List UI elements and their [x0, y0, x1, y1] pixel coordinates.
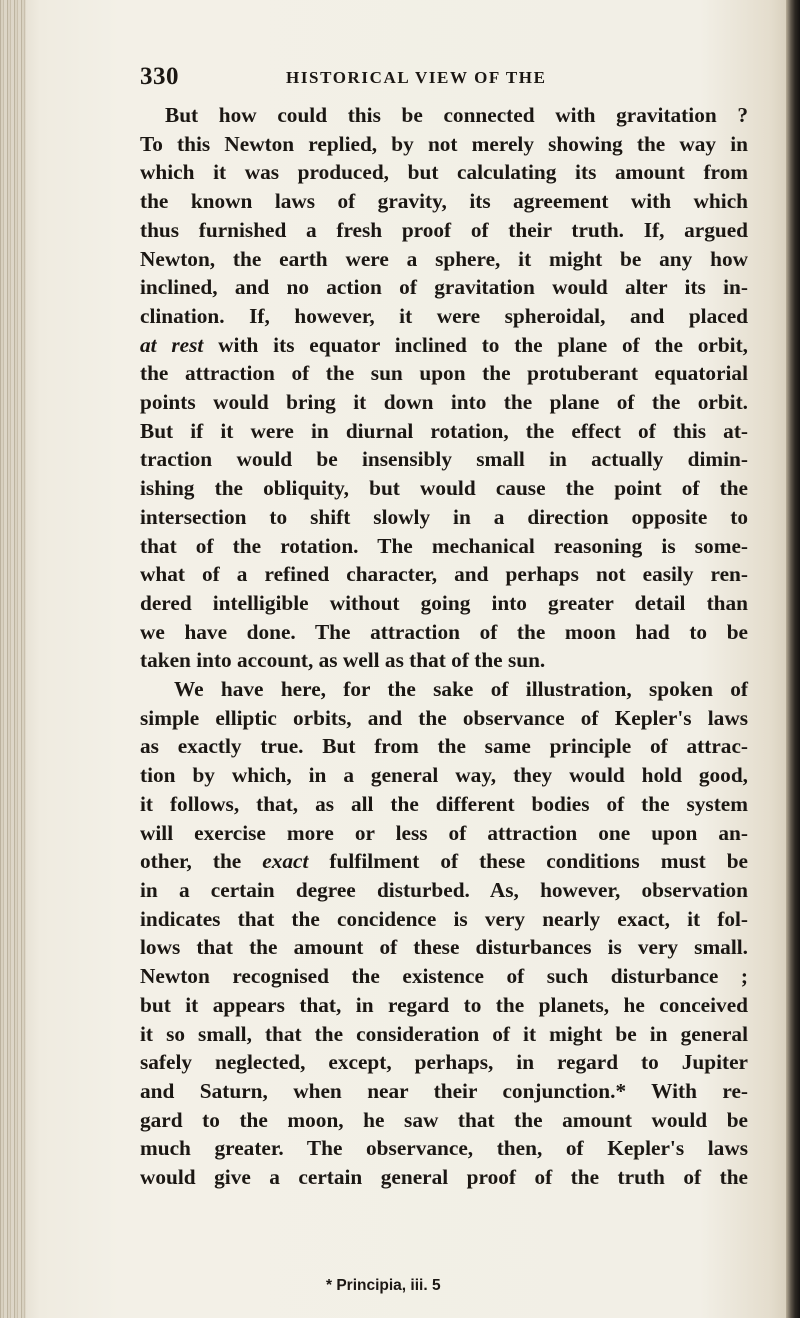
footnote: * Principia, iii. 5 — [326, 1277, 441, 1294]
text-line: taken into account, as well as that of the sun. — [140, 648, 546, 673]
text-line: lows that the amount of these disturbances is very small. — [140, 935, 748, 960]
text-line: but it appears that, in regard to the planets, he conceived — [140, 992, 748, 1017]
text-line: ishing the obliquity, but would cause the point of the — [140, 476, 748, 501]
book-gutter-edge — [0, 0, 26, 1318]
text-line: points would bring it down into the plane of the orbit. — [140, 390, 748, 415]
text-line: Newton, the earth were a sphere, it might be any how — [140, 246, 748, 271]
text-line: intersection to shift slowly in a direction opposite to — [140, 504, 748, 529]
text-line: in a certain degree disturbed. As, however, observation — [140, 877, 748, 902]
page-number: 330 — [140, 63, 179, 90]
text-line: We have here, for the sake of illustration, spoken of — [174, 677, 748, 702]
text-line: Newton recognised the existence of such disturbance ; — [140, 964, 748, 989]
text-line-rest: with its equator inclined to the plane of the orbit, — [218, 332, 748, 357]
text-line-start: other, the — [140, 849, 242, 874]
text-line: tion by which, in a general way, they would hold good, — [140, 763, 748, 788]
text-line: the known laws of gravity, its agreement with which — [140, 189, 748, 214]
text-line-rest: fulfilment of these conditions must be — [329, 849, 748, 874]
text-line: indicates that the concidence is very nearly exact, it fol- — [140, 906, 748, 931]
running-head: HISTORICAL VIEW OF THE — [286, 68, 547, 87]
text-line: as exactly true. But from the same principle of attrac- — [140, 734, 748, 759]
text-line: would give a certain general proof of the truth of the — [140, 1165, 748, 1190]
italic-phrase: at rest — [140, 332, 204, 357]
text-line — [140, 331, 748, 360]
text-line: But if it were in diurnal rotation, the effect of this at- — [140, 418, 748, 443]
text-line: inclined, and no action of gravitation would alter its in- — [140, 275, 748, 300]
text-line: the attraction of the sun upon the protuberant equatorial — [140, 361, 748, 386]
text-line — [140, 847, 748, 876]
italic-phrase: exact — [262, 849, 309, 874]
text-line: simple elliptic orbits, and the observance of Kepler's laws — [140, 705, 748, 730]
body-text — [140, 101, 748, 1192]
text-line: it follows, that, as all the different bodies of the system — [140, 791, 748, 816]
text-line: thus furnished a fresh proof of their truth. If, argued — [140, 217, 748, 242]
page-right-edge — [786, 0, 800, 1318]
text-line: To this Newton replied, by not merely showing the way in — [140, 131, 748, 156]
text-line: what of a refined character, and perhaps not easily ren- — [140, 562, 748, 587]
text-line: But how could this be connected with gravitation ? — [165, 103, 748, 127]
text-line: gard to the moon, he saw that the amount would be — [140, 1107, 748, 1132]
text-line: and Saturn, when near their conjunction.* With re- — [140, 1078, 748, 1103]
text-line: which it was produced, but calculating its amount from — [140, 160, 748, 185]
text-line: it so small, that the consideration of it might be in general — [140, 1021, 748, 1046]
text-line: that of the rotation. The mechanical reasoning is some- — [140, 533, 748, 558]
text-line: much greater. The observance, then, of Kepler's laws — [140, 1136, 748, 1161]
text-line: we have done. The attraction of the moon had to be — [140, 619, 748, 644]
text-line: safely neglected, except, perhaps, in regard to Jupiter — [140, 1050, 748, 1075]
text-line: clination. If, however, it were spheroidal, and placed — [140, 303, 748, 328]
text-line: dered intelligible without going into greater detail than — [140, 590, 748, 615]
text-line: traction would be insensibly small in actually dimin- — [140, 447, 748, 472]
page-header — [140, 63, 660, 93]
text-line: will exercise more or less of attraction one upon an- — [140, 820, 748, 845]
